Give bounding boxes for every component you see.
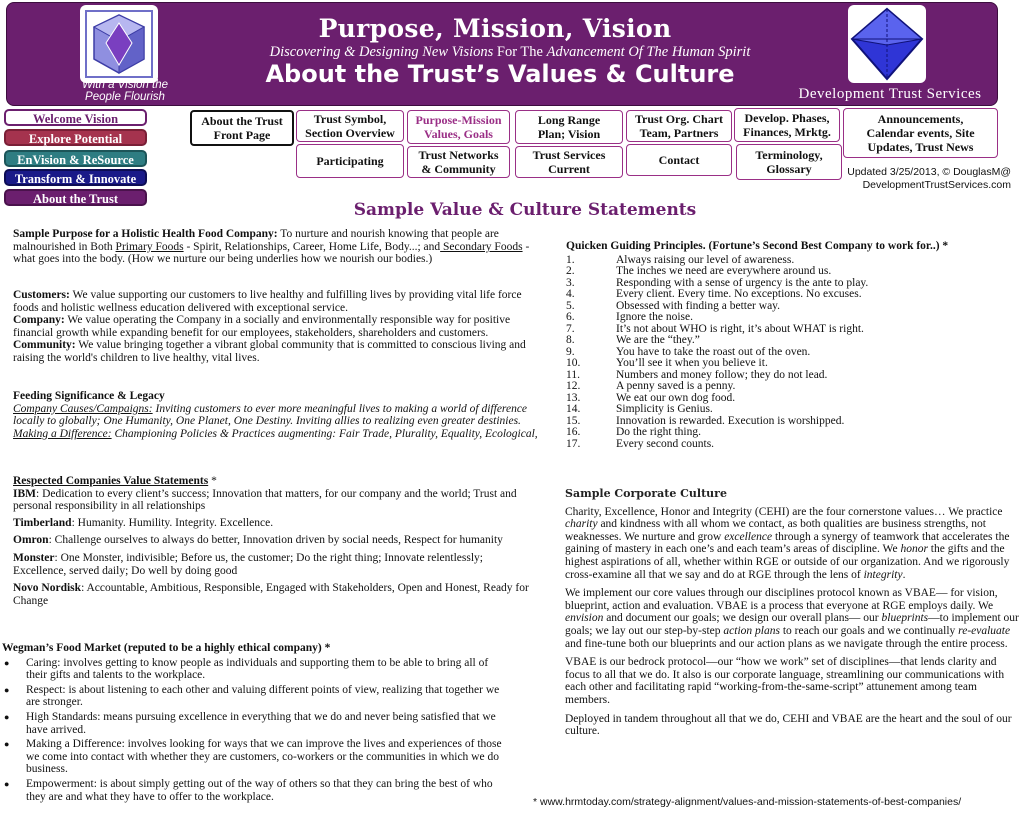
nav-trust-org-chart[interactable]: Trust Org. Chart Team, Partners: [626, 110, 732, 142]
nav-explore-potential[interactable]: Explore Potential: [4, 129, 147, 146]
list-item: ● Respect: is about listening to each other and valuing different points of view, realizing that together we are stronger.: [2, 684, 512, 709]
wegman-block: Wegman’s Food Market (reputed to be a highly ethical company) * ● Caring: involves getting to know people as individuals and supporting them to be able to bring all of their gifts and talents to the workplace. ● Respect: is about listening to each other and valuing different points of view, realizing that together we are stronger. ● High Standards: means pursuing excellence in everything that we do and never being satisfied that we have arrived. ● Making a Difference: involves looking for ways that we can improve the lives and experiences of those we come into contact with whether they are customers, co-workers or the communities in which we do business. ● Empowerment: is about simply getting out of the way of others so that they can bring the best of who they are and what they have to offer to the workplace.: [2, 642, 512, 805]
list-item: ● High Standards: means pursuing excellence in everything that we do and never being satisfied that we have arrived.: [2, 711, 512, 736]
page-title: Purpose, Mission, Vision: [318, 14, 672, 43]
list-item: 13. We eat our own dog food.: [566, 391, 736, 404]
list-item: 5. Obsessed with finding a better way.: [566, 299, 781, 312]
nav-participating[interactable]: Participating: [296, 144, 404, 178]
list-item: 7. It’s not about WHO is right, it’s about WHAT is right.: [566, 322, 864, 335]
list-item: 17. Every second counts.: [566, 437, 715, 450]
page-subtitle: Discovering & Designing New Visions For The Advancement Of The Human Spirit: [269, 44, 751, 60]
updated-notice: Updated 3/25/2013, © DouglasM@ DevelopmentTrustServices.com: [847, 166, 1011, 191]
list-item: 6. Ignore the noise.: [566, 311, 693, 324]
nav-contact[interactable]: Contact: [626, 144, 732, 176]
nav-trust-networks[interactable]: Trust Networks & Community: [407, 146, 510, 178]
purpose-block: Sample Purpose for a Holistic Health Food Company: To nurture and nourish knowing that people are malnourished in Both Primary Foods - Spirit, Relationships, Career, Home Life, Body...; and Secondary Foods - what goes into the body. (How we nurture our being underlies how we nourish our bodies.): [13, 228, 530, 266]
nav-develop-phases[interactable]: Develop. Phases, Finances, Mrktg.: [734, 108, 840, 142]
corporate-culture-block: Sample Corporate Culture Charity, Excellence, Honor and Integrity (CEHI) are the four cornerstone values… We practice charity and kindness with all whom we contact, as both qualities are business strengths, not weaknesses. We nurture and grow excellence through a synergy of teamwork that accelerates the gaining of mastery in each one’s and each team’s areas of discipline. We honor the gifts and the highest aspirations of all, whether within RGE or outside of our organization. And we rigorously cross-examine all that we say and do at RGE through the lens of integrity. We implement our core values through our disciplines protocol known as VBAE— for vision, blueprint, action and evaluation. VBAE is a process that everyone at RGE employs daily. We envision and document our goals; we design our overall plans— our blueprints—to implement our goals; we lay out our step-by-step action plans to reach our goals and we continually re-evaluate and fine-tune both our blueprints and our action plans as we navigate through the entire process. VBAE is our bedrock protocol—our “how we work” set of disciplines—that lends clarity and focus to all that we do. It also is our corporate language, streamlining our communications with each other and facilitating rapid “working-from-the-same-script” attunement among team members. Deployed in tandem throughout all that we do, CEHI and VBAE are the heart and the soul of our culture.: [565, 487, 1019, 738]
list-item: 9. You have to take the roast out of the oven.: [566, 345, 811, 358]
values-block: Customers: We value supporting our customers to live healthy and fulfilling lives by providing vital life force foods and holistic wellness education delivered with exceptional service. Company: We value operating the Company in a socially and environmentally responsible way for positive financial growth while expanding benefit for our employees, stakeholders, shareholders and customers. Community: We value bringing together a vibrant global community that is committed to conscious living and raising the world's children to live healthy, vital lives.: [13, 289, 526, 364]
octahedron-logo-icon: [848, 5, 926, 83]
list-item: ● Caring: involves getting to know people as individuals and supporting them to be able to bring all of their gifts and talents to the workplace.: [2, 657, 512, 682]
list-item: 3. Responding with a sense of urgency is the ante to play.: [566, 276, 869, 289]
list-item: 15. Innovation is rewarded. Execution is worshipped.: [566, 414, 845, 427]
nav-trust-symbol[interactable]: Trust Symbol, Section Overview: [296, 110, 404, 142]
nav-transform-innovate[interactable]: Transform & Innovate: [4, 169, 147, 186]
list-item: 16. Do the right thing.: [566, 426, 701, 439]
nav-about-trust-front-page[interactable]: About the Trust Front Page: [190, 110, 294, 146]
cube-logo: [80, 5, 158, 83]
list-item: 10. You’ll see it when you believe it.: [566, 357, 768, 370]
nav-trust-services[interactable]: Trust Services Current: [515, 146, 623, 178]
page-heading: About the Trust’s Values & Culture: [265, 60, 735, 88]
list-item: 2. The inches we need are everywhere around us.: [566, 265, 832, 278]
nav-announcements[interactable]: Announcements, Calendar events, Site Updates, Trust News: [843, 108, 998, 158]
brand-name: Development Trust Services: [798, 86, 982, 102]
nav-welcome-vision[interactable]: Welcome Vision: [4, 109, 147, 126]
respected-companies-block: Respected Companies Value Statements * IBM: Dedication to every client’s success; Innovation that matters, for our company and the world; Trust and personal responsibility in all relationships Timberland: Humanity. Humility. Integrity. Excellence. Omron: Challenge ourselves to always do better, Innovation driven by social needs, Respect for humanity Monster: One Monster, indivisible; Before us, the customer; Do the right thing; Innovate relentlessly; Excellence, served daily; Do well by doing good Novo Nordisk: Accountable, Ambitious, Responsible, Engaged with Stakeholders, Open and Honest, Ready for Change: [13, 475, 529, 607]
quicken-block: Quicken Guiding Principles. (Fortune’s Second Best Company to work for..) * 1. Always raising our level of awareness. 2. The inches we need are everywhere around us. 3. Responding with a sense of urgency is the ante to play. 4. Every client. Every time. No exceptions. No excuses. 5. Obsessed with finding a better way. 6. Ignore the noise. 7. It’s not about WHO is right, it’s about WHAT is right. 8. We are the “they.” 9. You have to take the roast out of the oven. 10. You’ll see it when you believe it. 11. Numbers and money follow; they do not lead. 12. A penny saved is a penny. 13. We eat our own dog food. 14. Simplicity is Genius. 15. Innovation is rewarded. Execution is worshipped. 16. Do the right thing. 17. Every second counts.: [566, 240, 1018, 449]
tagline: With a Vision the People Flourish: [82, 79, 168, 103]
list-item: 4. Every client. Every time. No exceptions. No excuses.: [566, 288, 862, 301]
source-link[interactable]: * www.hrmtoday.com/strategy-alignment/values-and-mission-statements-of-best-companies/: [533, 796, 962, 808]
list-item: ● Making a Difference: involves looking for ways that we can improve the lives and experiences of those we come into contact with whether they are customers, co-workers or the communities in which we do business.: [2, 738, 512, 776]
nav-long-range-plan[interactable]: Long Range Plan; Vision: [515, 110, 623, 144]
list-item: ● Empowerment: is about simply getting out of the way of others so that they can bring the best of who they are and what they have to offer to the workplace.: [2, 778, 512, 803]
nav-purpose-mission[interactable]: Purpose-Mission Values, Goals: [407, 110, 510, 144]
nav-envision-resource[interactable]: EnVision & ReSource: [4, 150, 147, 167]
list-item: 8. We are the “they.”: [566, 334, 700, 347]
list-item: 11. Numbers and money follow; they do not lead.: [566, 368, 828, 381]
list-item: 12. A penny saved is a penny.: [566, 380, 736, 393]
diamond-logo: [848, 5, 926, 83]
section-title: Sample Value & Culture Statements: [353, 200, 697, 220]
nav-terminology[interactable]: Terminology, Glossary: [736, 144, 842, 180]
list-item: 14. Simplicity is Genius.: [566, 403, 713, 416]
feeding-block: Feeding Significance & Legacy Company Causes/Campaigns: Inviting customers to ever more meaningful lives to making a world of difference locally to globally; One Humanity, One Planet, One Destiny. Inviting allies to realizing even greater destinies. Making a Difference: Championing Policies & Practices augmenting: Fair Trade, Plurality, Equality, Ecological,: [13, 390, 538, 440]
cube-logo-icon: [80, 5, 158, 83]
list-item: 1. Always raising our level of awareness.: [566, 253, 795, 266]
nav-about-the-trust[interactable]: About the Trust: [4, 189, 147, 206]
